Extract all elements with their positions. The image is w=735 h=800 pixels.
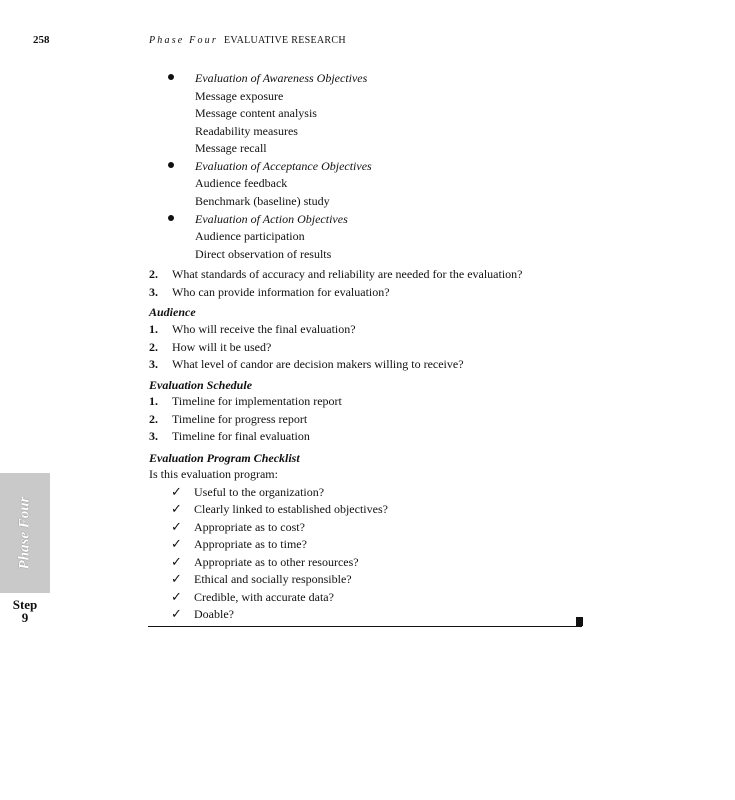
checklist-item: Doable? — [194, 607, 234, 621]
awareness-title: Evaluation of Awareness Objectives — [195, 71, 368, 85]
item-number: 3. — [149, 429, 158, 443]
list-item: Message exposure — [195, 89, 284, 103]
list-item: Benchmark (baseline) study — [195, 194, 330, 208]
list-item: Message content analysis — [195, 106, 317, 120]
check-icon: ✓ — [171, 606, 182, 621]
list-item: Readability measures — [195, 124, 298, 138]
item-number: 2. — [149, 340, 158, 354]
item-number: 3. — [149, 357, 158, 371]
item-number: 1. — [149, 322, 158, 336]
list-item: Audience participation — [195, 229, 305, 243]
question-number: 2. — [149, 267, 158, 281]
checklist-heading: Evaluation Program Checklist — [149, 451, 300, 465]
list-item: Timeline for progress report — [172, 412, 308, 426]
action-title: Evaluation of Action Objectives — [195, 212, 348, 226]
list-item: Timeline for implementation report — [172, 394, 342, 408]
check-icon: ✓ — [171, 501, 182, 516]
bullet-icon — [168, 74, 174, 80]
check-icon: ✓ — [171, 554, 182, 569]
list-item: Direct observation of results — [195, 247, 332, 261]
acceptance-title: Evaluation of Acceptance Objectives — [195, 159, 372, 173]
checklist-item: Useful to the organization? — [194, 485, 325, 499]
step-number: 9 — [21, 610, 29, 625]
step-indicator — [10, 598, 40, 624]
question-text: What standards of accuracy and reliability are needed for the evaluation? — [172, 267, 523, 281]
checklist-item: Ethical and socially responsible? — [194, 572, 352, 586]
list-item: Timeline for final evaluation — [172, 429, 310, 443]
checklist-item: Appropriate as to other resources? — [194, 555, 359, 569]
phase-tab — [0, 473, 50, 593]
list-item: Audience feedback — [195, 176, 288, 190]
audience-heading: Audience — [149, 305, 196, 319]
bullet-icon — [168, 215, 174, 221]
check-icon: ✓ — [171, 519, 182, 534]
checklist-item: Credible, with accurate data? — [194, 590, 334, 604]
check-icon: ✓ — [171, 484, 182, 499]
list-item: Who will receive the final evaluation? — [172, 322, 356, 336]
step-word: Step — [12, 597, 38, 612]
list-item: Message recall — [195, 141, 267, 155]
page-number: 258 — [33, 34, 50, 46]
item-number: 1. — [149, 394, 158, 408]
item-number: 2. — [149, 412, 158, 426]
check-icon: ✓ — [171, 589, 182, 604]
phase-tab-label: Phase Four — [16, 496, 33, 570]
schedule-heading: Evaluation Schedule — [149, 378, 253, 392]
question-text: Who can provide information for evaluation? — [172, 285, 390, 299]
end-of-section-mark — [576, 617, 583, 626]
checklist-item: Appropriate as to cost? — [194, 520, 305, 534]
checklist-intro: Is this evaluation program: — [149, 467, 278, 481]
check-icon: ✓ — [171, 536, 182, 551]
running-header — [149, 35, 346, 46]
list-item: How will it be used? — [172, 340, 272, 354]
running-header-section: EVALUATIVE RESEARCH — [223, 35, 346, 46]
question-number: 3. — [149, 285, 158, 299]
section-divider — [148, 626, 582, 627]
list-item: What level of candor are decision makers willing to receive? — [172, 357, 464, 371]
running-header-phase: Phase Four — [149, 35, 218, 46]
check-icon: ✓ — [171, 571, 182, 586]
checklist-item: Appropriate as to time? — [194, 537, 307, 551]
bullet-icon — [168, 162, 174, 168]
checklist-item: Clearly linked to established objectives? — [194, 502, 388, 516]
